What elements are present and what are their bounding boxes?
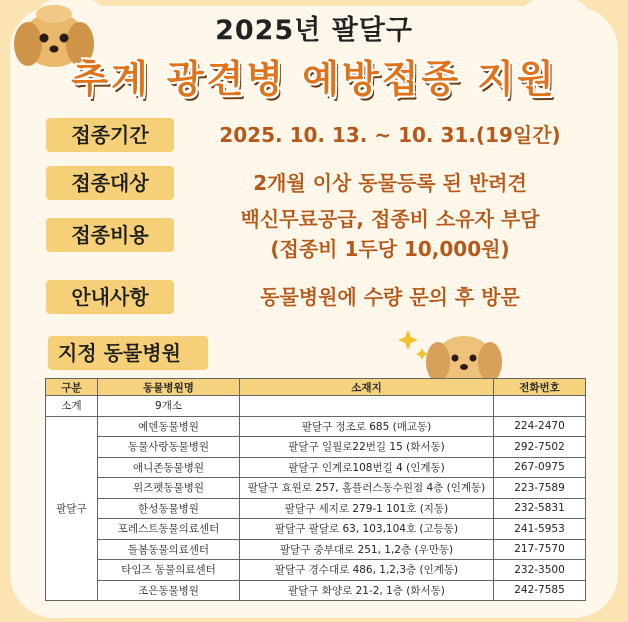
info-value: 2개월 이상 동물등록 된 반려견 [253,171,527,195]
hospital-phone: 242-7585 [494,580,586,601]
table-row [46,416,586,437]
total-label: 소계 [46,396,98,417]
year-title: 2025년 팔달구 [215,15,413,46]
table-row [46,498,586,519]
hospital-address: 팔달구 인계로108번길 4 (인계동) [240,457,494,478]
column-header: 소재지 [240,379,494,396]
column-header: 전화번호 [494,379,586,396]
table-row [46,519,586,540]
hospital-name: 동물사랑동물병원 [98,437,240,458]
hospital-phone: 217-7570 [494,539,586,560]
total-value: 9개소 [98,396,240,417]
table-row [46,580,586,601]
hospital-address: 팔달구 경수대로 486, 1,2,3층 (인계동) [240,560,494,581]
info-label: 접종비용 [46,218,174,252]
info-value: 백신무료공급, 접종비 소유자 부담 [240,207,540,231]
hospital-name: 조은동물병원 [98,580,240,601]
hospital-name: 포레스트동물의료센터 [98,519,240,540]
table-row [46,437,586,458]
column-header: 구분 [46,379,98,396]
info-label: 접종대상 [46,166,174,200]
hospital-name: 예덴동물병원 [98,416,240,437]
table-row [46,560,586,581]
main-title: 추계 광견병 예방접종 지원 [71,57,557,101]
hospital-phone: 224-2470 [494,416,586,437]
info-value: 2025. 10. 13. ~ 10. 31.(19일간) [219,123,561,147]
hospital-name: 타임즈 동물의료센터 [98,560,240,581]
table-total-row [46,396,586,417]
column-header: 동물병원명 [98,379,240,396]
hospital-phone: 232-3500 [494,560,586,581]
hospital-name: 한성동물병원 [98,498,240,519]
hospital-name: 위즈펫동물병원 [98,478,240,499]
section-title: 지정 동물병원 [48,336,208,370]
info-value-note: (접종비 1두당 10,000원) [270,237,510,261]
hospital-address: 팔달구 일월로22번길 15 (화서동) [240,437,494,458]
hospital-phone: 232-5831 [494,498,586,519]
table-row [46,539,586,560]
hospital-phone: 241-5953 [494,519,586,540]
table-header-row [46,379,586,396]
table-row [46,478,586,499]
hospital-address: 팔달구 세지로 279-1 101호 (지동) [240,498,494,519]
info-label: 접종기간 [46,118,174,152]
group-label: 팔달구 [46,416,98,601]
table-row [46,457,586,478]
hospital-address: 팔달구 중부대로 251, 1,2층 (우만동) [240,539,494,560]
hospital-address: 팔달구 화양로 21-2, 1층 (화서동) [240,580,494,601]
hospital-phone: 223-7589 [494,478,586,499]
info-value: 동물병원에 수량 문의 후 방문 [260,285,520,309]
hospital-table [45,378,586,601]
info-label: 안내사항 [46,280,174,314]
hospital-address: 팔달구 정조로 685 (매교동) [240,416,494,437]
hospital-phone: 267-0975 [494,457,586,478]
hospital-name: 애니존동물병원 [98,457,240,478]
hospital-address: 팔달구 팔달로 63, 103,104호 (고등동) [240,519,494,540]
hospital-phone: 292-7502 [494,437,586,458]
hospital-name: 돌봄동물의료센터 [98,539,240,560]
hospital-address: 팔달구 효원로 257, 홈플러스동수원점 4층 (인계동) [240,478,494,499]
